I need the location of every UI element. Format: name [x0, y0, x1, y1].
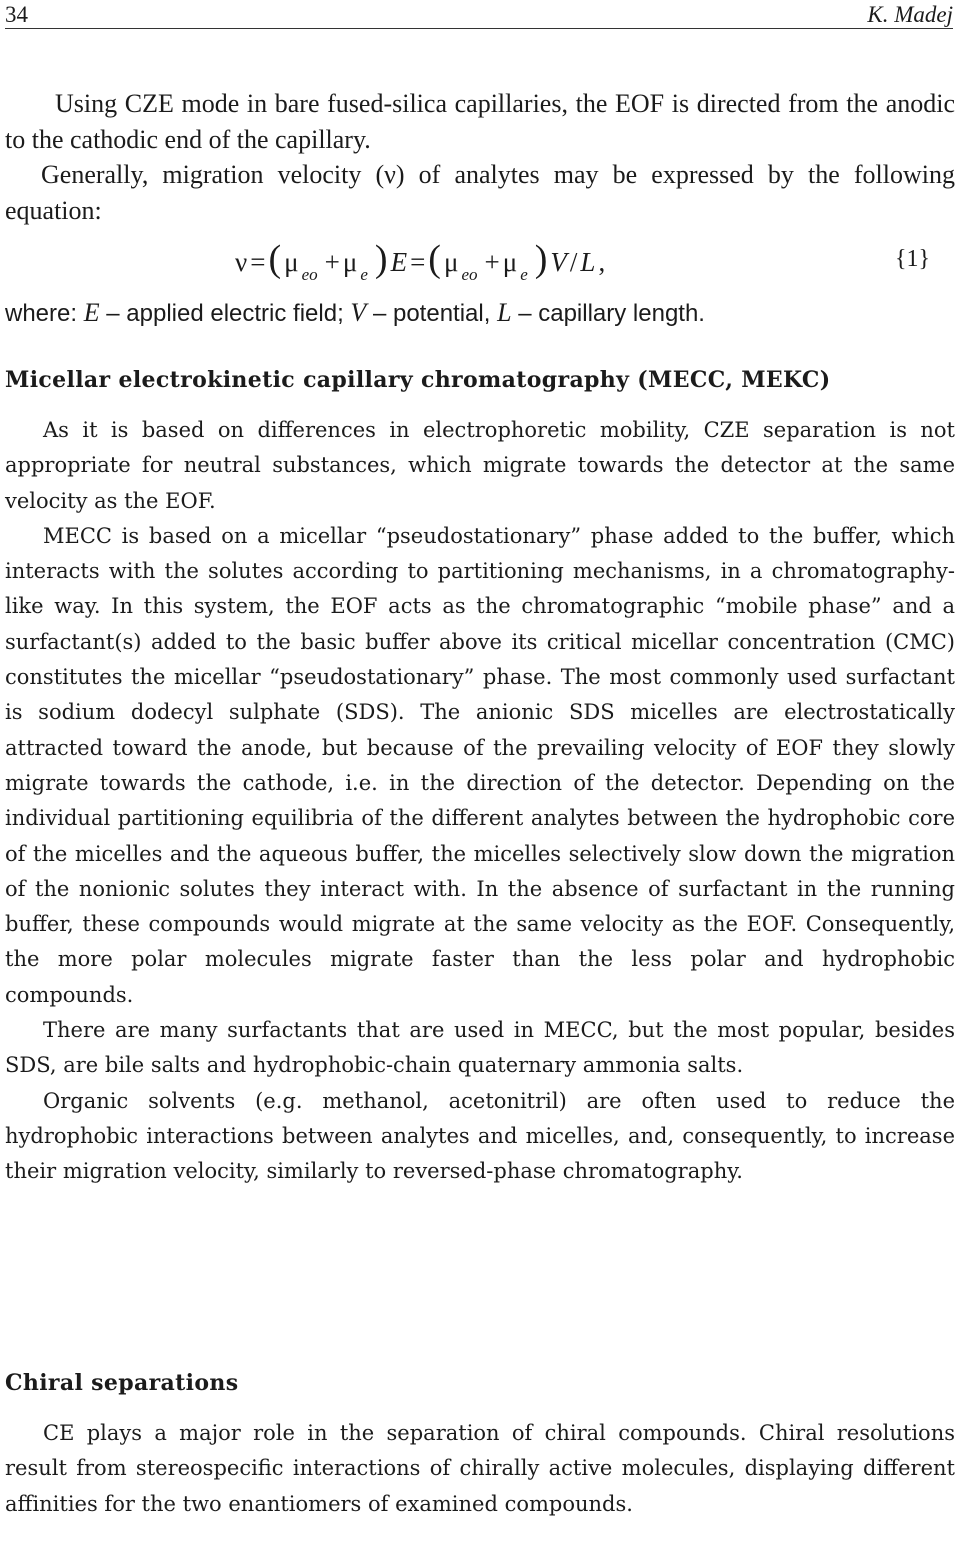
eq-field: E [390, 247, 408, 277]
paragraph: As it is based on differences in electrophoretic mobility, CZE separation is not appropriate for neutral substances, which migrate towards the detector at the same velocity as the EOF. [5, 418, 955, 513]
legend-symbol: V [350, 298, 367, 327]
legend-prefix: where: [5, 300, 84, 327]
paragraph: Generally, migration velocity (ν) of analytes may be expressed by the following equation: [5, 160, 955, 225]
eq-close-paren: ) [374, 238, 388, 280]
equation-expression [235, 238, 606, 284]
paragraph: MECC is based on a micellar “pseudostationary” phase added to the buffer, which interacts with the solutes according to partitioning mechanisms, in a chromatography-like way. In this system, the EOF acts as the chromatographic “mobile phase” and a surfactant(s) added to the basic buffer above its critical micellar concentration (CMC) constitutes the micellar “pseudostationary” phase. The most commonly used surfactant is sodium dodecyl sulphate (SDS). The anionic SDS micelles are electrostatically attracted toward the anode, but because of the prevailing velocity of EOF they slowly migrate towards the cathode, i.e. in the direction of the detector. Depending on the individual partitioning equilibria of the different analytes between the hydrophobic core of the micelles and the aqueous buffer, the micelles selectively slow down the migration of the nonionic solutes they interact with. In the absence of surfactant in the running buffer, these compounds would migrate at the same velocity as the EOF. Consequently, the more polar molecules migrate faster than the less polar and hydrophobic compounds. [5, 523, 955, 1007]
eq-mu: μ [443, 247, 459, 277]
equation-number: {1} [894, 246, 930, 272]
intro-text [5, 86, 955, 228]
paragraph: CE plays a major role in the separation of chiral compounds. Chiral resolutions result from stereospecific interactions of chirally active molecules, displaying different affinities for the two enantiomers of examined compounds. [5, 1421, 955, 1516]
eq-subscript: eo [301, 265, 318, 284]
eq-plus: + [324, 247, 340, 277]
eq-equals: = [410, 247, 426, 277]
eq-slash: / [569, 247, 578, 277]
eq-open-paren: ( [268, 238, 282, 280]
running-header [5, 4, 953, 29]
paragraph: Using CZE mode in bare fused-silica capillaries, the EOF is directed from the anodic to the cathodic end of the capillary. [5, 89, 955, 154]
paragraph: Organic solvents (e.g. methanol, acetonitril) are often used to reduce the hydrophobic interactions between analytes and micelles, and, consequently, to increase their migration velocity, similarly to reversed-phase chromatography. [5, 1088, 955, 1184]
legend-description: – capillary length. [511, 300, 705, 327]
eq-subscript: e [360, 265, 368, 284]
eq-subscript: eo [461, 265, 478, 284]
eq-equals: = [250, 247, 266, 277]
equation-legend [5, 296, 955, 331]
eq-open-paren: ( [428, 238, 441, 280]
legend-symbol: L [497, 298, 512, 327]
eq-plus: + [484, 247, 500, 277]
legend-symbol: E [83, 298, 100, 327]
legend-description: – potential, [366, 300, 498, 327]
running-author: K. Madej [867, 2, 953, 27]
section-body-chiral [5, 1416, 955, 1522]
eq-velocity: ν [235, 247, 248, 277]
eq-potential: V [550, 247, 567, 277]
page-number: 34 [5, 2, 28, 27]
eq-mu: μ [284, 247, 299, 277]
eq-subscript: e [520, 265, 528, 284]
eq-mu: μ [502, 247, 518, 277]
section-heading-chiral: Chiral separations [5, 1370, 239, 1396]
legend-description: – applied electric field; [99, 300, 351, 327]
eq-comma: , [598, 247, 606, 277]
section-body-mecc [5, 413, 955, 1190]
eq-length: L [580, 247, 596, 277]
eq-mu: μ [342, 247, 358, 277]
paragraph: There are many surfactants that are used in MECC, but the most popular, besides SDS, are bile salts and hydrophobic-chain quaternary ammonia salts. [5, 1018, 955, 1078]
eq-close-paren: ) [534, 238, 548, 280]
equation [5, 238, 955, 284]
section-heading-mecc: Micellar electrokinetic capillary chromatography (MECC, MEKC) [5, 367, 831, 393]
